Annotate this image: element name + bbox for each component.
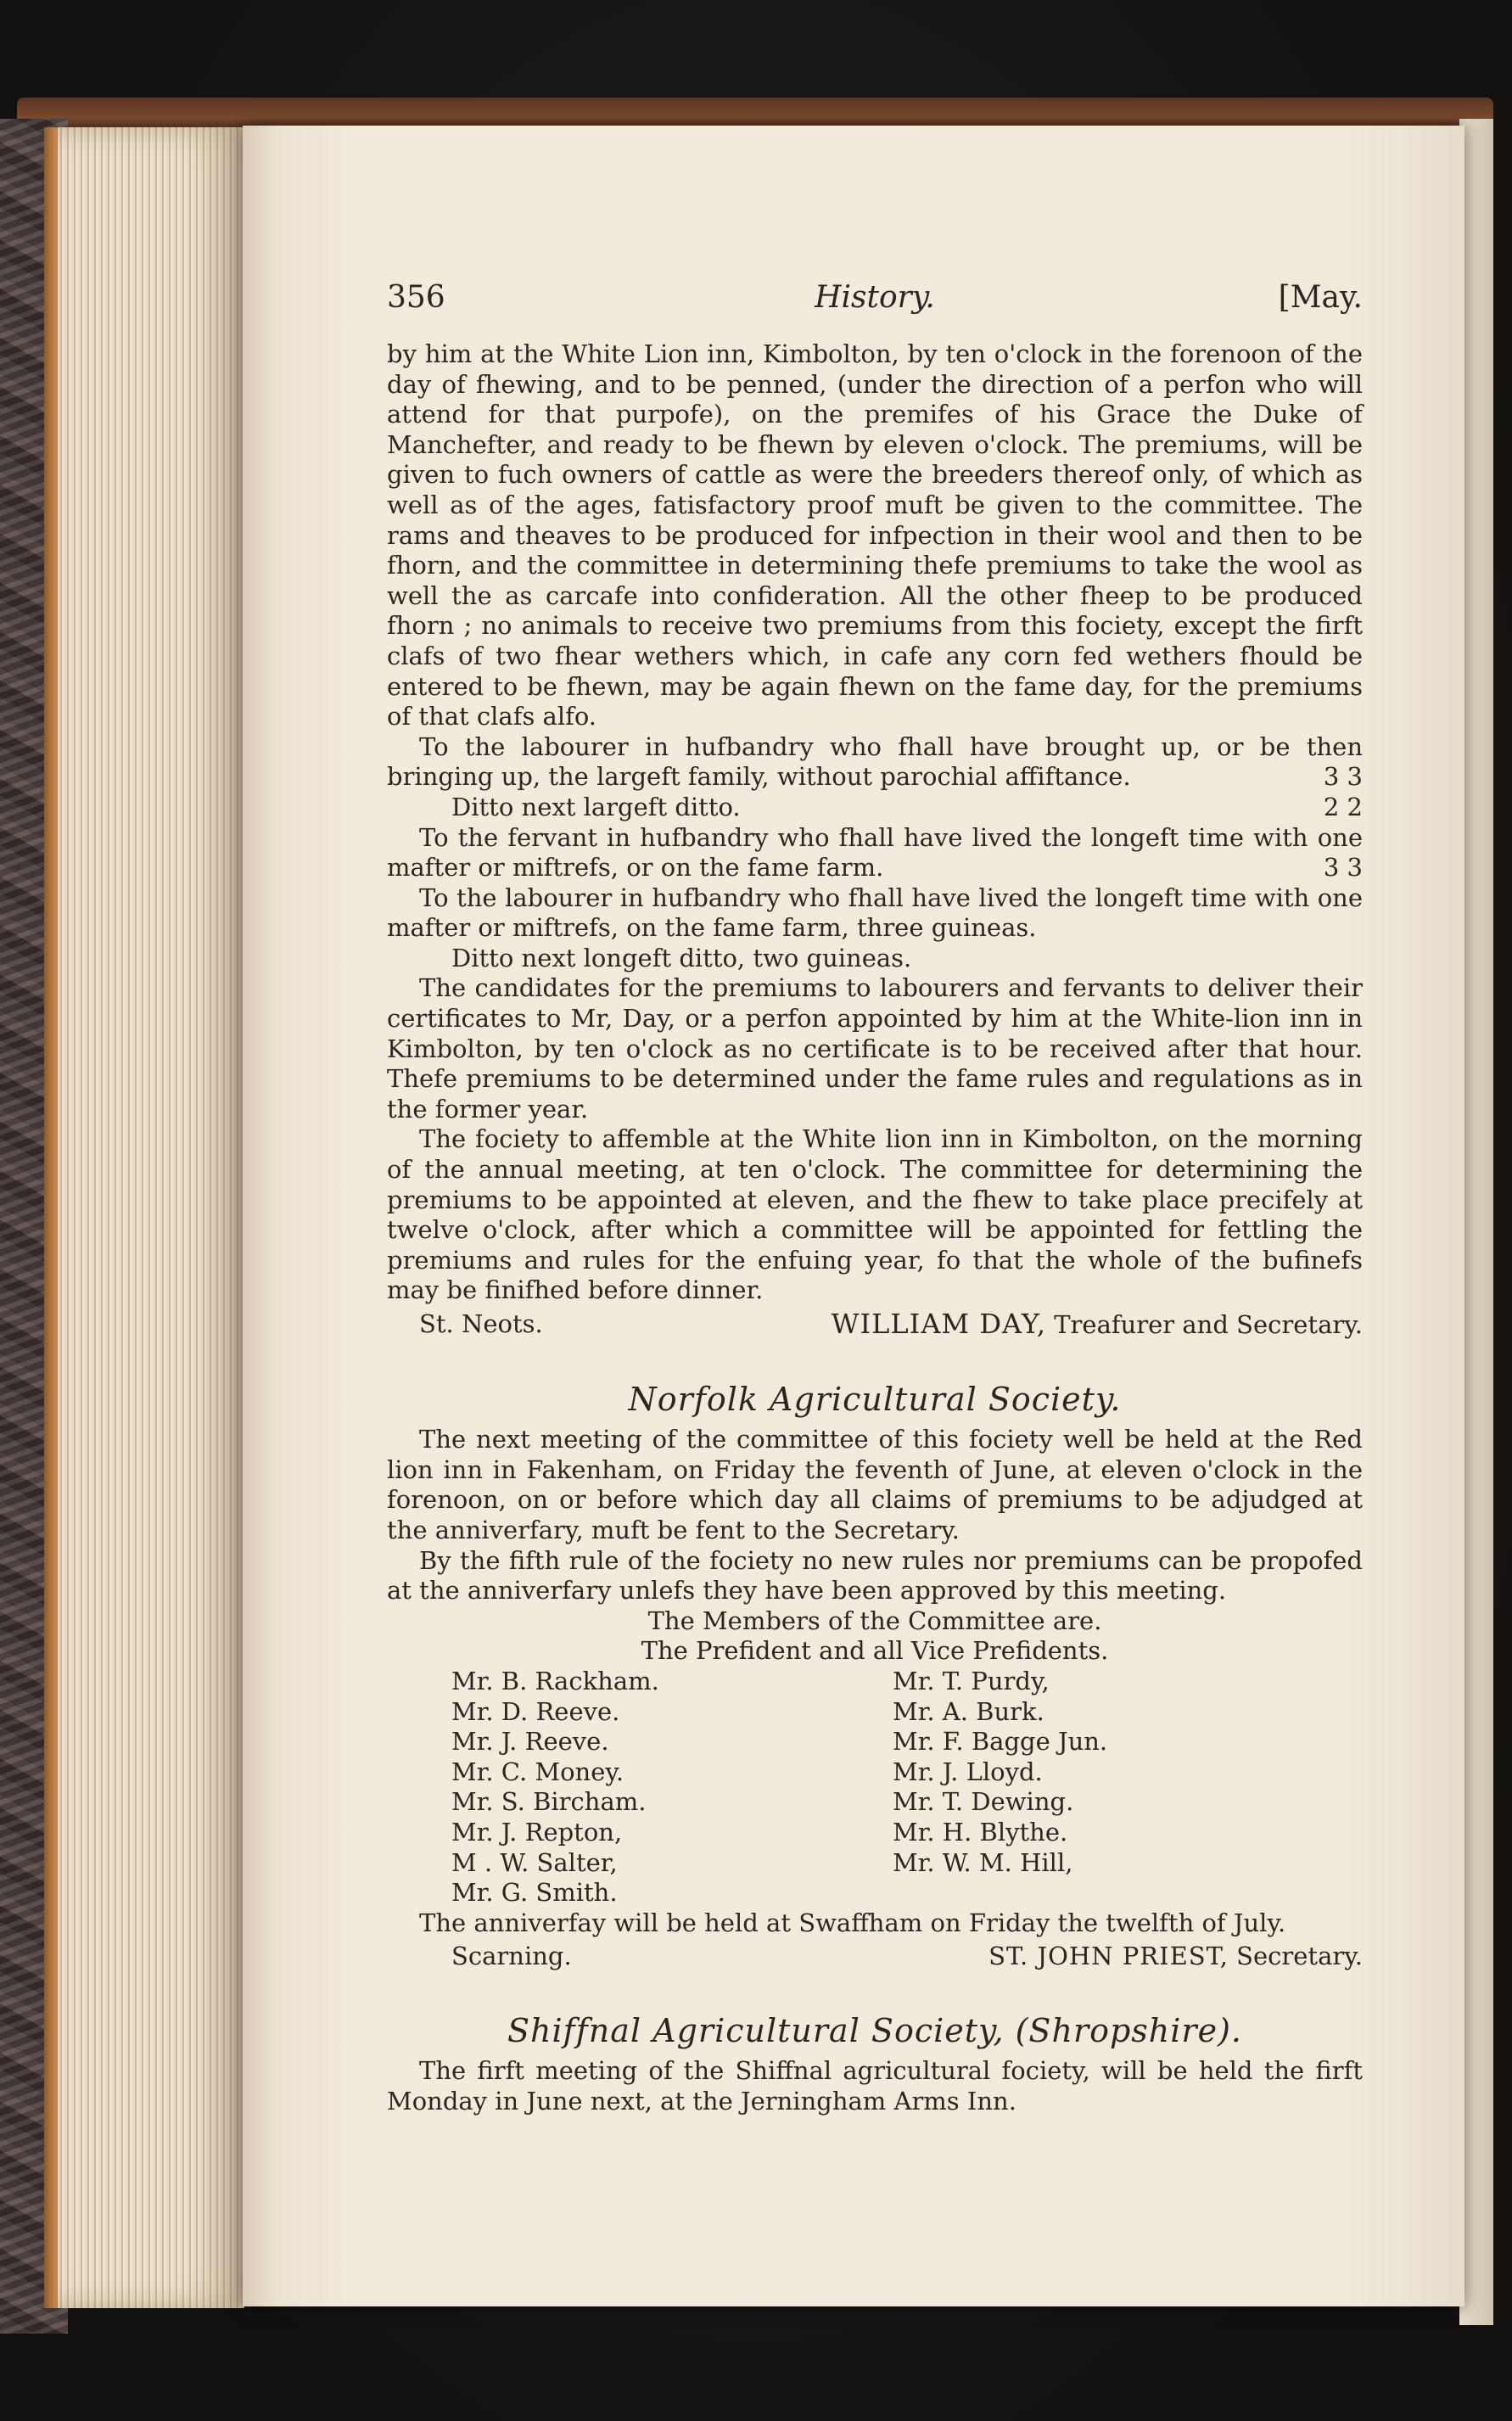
premium-amount: 3 3 [1323, 853, 1363, 883]
premium-text: To the labourer in hufbandry who fhall have brought up, or be then bringing up, the largeft family, without parochial affiftance. [387, 731, 1363, 792]
signature-title: Secretary. [1236, 1942, 1363, 1971]
signature-place: Scarning. [451, 1942, 572, 1971]
signature-name: ST. JOHN PRIEST, [988, 1942, 1229, 1971]
paragraph: To the labourer in hufbandry who fhall have lived the longeft time with one mafter or miftrefs, on the fame farm, three guineas. [387, 883, 1363, 943]
premium-amount: 3 3 [1323, 762, 1363, 792]
member-name: Mr. D. Reeve. [451, 1696, 620, 1726]
page-content [387, 263, 1363, 2117]
body-text [387, 339, 1363, 2117]
signature-line [387, 1942, 1363, 1972]
member-name: Mr. F. Bagge Jun. [893, 1727, 1108, 1757]
member-name: Mr. W. M. Hill, [893, 1847, 1073, 1877]
paragraph: The firft meeting of the Shiffnal agricultural fociety, will be held the firft Monday in June next, at the Jerningham Arms Inn. [387, 2056, 1363, 2116]
premium-text: To the fervant in hufbandry who fhall have lived the longeft time with one mafter or miftrefs, or on the fame farm. [387, 822, 1363, 883]
signature [988, 1942, 1363, 1972]
committee-line: The Members of the Committee are. [647, 1606, 1102, 1635]
page-edges [58, 127, 244, 2308]
member-name: Mr. S. Bircham. [451, 1787, 647, 1817]
paragraph: The candidates for the premiums to labourers and fervants to deliver their certificates to Mr, Day, or a perfon appointed by him at the White-lion inn in Kimbolton, by ten o'clock as no certificate is to be received after that hour. Thefe premiums to be determined under the fame rules and regulations as in the former year. [387, 973, 1363, 1124]
paragraph: The fociety to affemble at the White lion inn in Kimbolton, on the morning of the annual meeting, at ten o'clock. The committee for determining the premiums to be appointed at eleven, and the fhew to take place precifely at twelve o'clock, after which a committee will be appointed for fettling the premiums and rules for the enfuing year, fo that the whole of the bufinefs may be finifhed before dinner. [387, 1124, 1363, 1305]
committee-members [451, 1667, 1363, 1908]
member-name: Mr. A. Burk. [893, 1696, 1044, 1726]
member-name: Mr. J. Reeve. [451, 1727, 609, 1757]
paragraph: by him at the White Lion inn, Kimbolton, by ten o'clock in the forenoon of the day of fhewing, and to be penned, (under the direction of a perfon who will attend for that purpofe), on the premifes of his Grace the Duke of Manchefter, and ready to be fhewn by eleven o'clock. The premiums, will be given to fuch owners of cattle as were the breeders thereof only, of which as well as of the ages, fatisfactory proof muft be given to the committee. The rams and theaves to be produced for infpection in their wool and then to be fhorn, and the committee in determining thefe premiums to take the wool as well the as carcafe into confideration. All the other fheep to be produced fhorn ; no animals to receive two premiums from this fociety, except the firft clafs of two fhear wethers which, in cafe any corn fed wethers fhould be entered to be fhewn, may be again fhewn on the fame day, for the premiums of that clafs alfo. [387, 339, 1363, 731]
member-name: Mr. B. Rackham. [451, 1666, 659, 1695]
signature-line [387, 1309, 1363, 1341]
signature-place: St. Neots. [419, 1309, 543, 1338]
running-title: History. [815, 280, 935, 315]
section-heading-norfolk: Norfolk Agricultural Society. [628, 1380, 1122, 1418]
member-name: Mr. T. Dewing. [893, 1787, 1074, 1817]
premium-entry [387, 732, 1363, 793]
facing-page-edge [1459, 119, 1493, 2325]
member-name: Mr. T. Purdy, [893, 1666, 1050, 1695]
premium-text: Ditto next largeft ditto. [451, 792, 741, 821]
presidents-line: The Prefident and all Vice Prefidents. [641, 1636, 1109, 1666]
member-name: Mr. H. Blythe. [893, 1817, 1068, 1847]
member-name: Mr. G. Smith. [451, 1878, 618, 1908]
running-month: [May. [1278, 280, 1363, 315]
page-number: 356 [387, 280, 445, 315]
premium-entry [387, 823, 1363, 883]
signature [832, 1309, 1363, 1341]
paragraph: Ditto next longeft ditto, two guineas. [451, 943, 912, 972]
signature-name: WILLIAM DAY, [831, 1308, 1046, 1340]
section-heading-shiffnal: Shiffnal Agricultural Society, (Shropshire). [507, 2011, 1242, 2049]
premium-entry [387, 793, 1363, 823]
paragraph: The next meeting of the committee of this fociety well be held at the Red lion inn in Fakenham, on Friday the feventh of June, at eleven o'clock in the forenoon, on or before which day all claims of premiums to be adjudged at the anniverfary, muft be fent to the Secretary. [387, 1425, 1363, 1544]
running-head [387, 263, 1363, 339]
member-name: Mr. J. Repton, [451, 1817, 623, 1847]
member-name: Mr. J. Lloyd. [893, 1757, 1043, 1786]
member-name: Mr. C. Money. [451, 1757, 624, 1786]
member-name: M . W. Salter, [451, 1847, 618, 1877]
members-right-column [893, 1667, 1368, 1908]
paragraph: The anniverfay will be held at Swaffham on Friday the twelfth of July. [419, 1908, 1286, 1937]
members-left-column [451, 1667, 893, 1908]
premium-amount: 2 2 [1323, 792, 1363, 821]
paragraph: By the fifth rule of the fociety no new rules nor premiums can be propofed at the anniverfary unlefs they have been approved by this meeting. [387, 1545, 1363, 1606]
signature-title: Treafurer and Secretary. [1054, 1310, 1363, 1339]
